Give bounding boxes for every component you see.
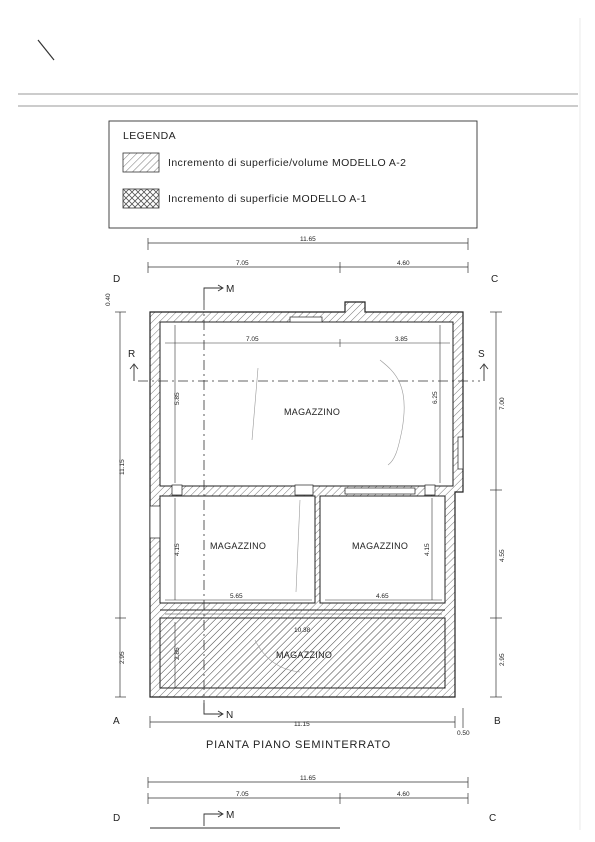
section-arrow-s — [480, 364, 488, 381]
building-outline — [150, 302, 463, 697]
dim-inner-h5: 2.85 — [174, 647, 181, 660]
right-dimensions — [490, 312, 502, 697]
dim-bottom-total: 11.15 — [294, 721, 310, 728]
corner-d-2: D — [113, 813, 121, 824]
dim-right-middle: 4.55 — [499, 549, 506, 562]
dim-left-total: 11.15 — [119, 459, 126, 475]
dim-right-upper: 7.00 — [499, 397, 506, 410]
corner-a: A — [113, 716, 120, 727]
room-label-middle-right: MAGAZZINO — [352, 541, 409, 551]
dim-bottom2-left: 7.05 — [236, 791, 249, 798]
dim-left-lower: 2.95 — [119, 651, 126, 664]
corner-c-2: C — [489, 813, 497, 824]
section-arrow-m — [204, 285, 223, 300]
section-label-n: N — [226, 710, 234, 721]
dim-bottom-small: 0.50 — [457, 730, 470, 737]
dim-inner-h2: 6.25 — [432, 391, 439, 404]
dim-bottom2-total: 11.65 — [300, 775, 316, 782]
room-label-upper: MAGAZZINO — [284, 407, 341, 417]
dim-inner-right: 3.85 — [395, 336, 408, 343]
dim-top-total: 11.65 — [300, 236, 316, 243]
section-arrow-n — [204, 703, 223, 717]
top-dimensions — [148, 238, 468, 273]
legend-swatch-cross — [123, 189, 159, 208]
dim-inner-w2: 4.65 — [376, 593, 389, 600]
dim-inner-w1: 5.65 — [230, 593, 243, 600]
corner-c: C — [491, 274, 499, 285]
section-arrow-r — [130, 364, 138, 381]
pen-mark — [38, 40, 54, 60]
legend-item-a2: Incremento di superficie/volume MODELLO A-2 — [168, 157, 407, 169]
dim-inner-h1: 5.85 — [174, 392, 181, 405]
dim-inner-h3: 4.15 — [174, 543, 181, 556]
legend-item-a1: Incremento di superficie MODELLO A-1 — [168, 193, 367, 205]
room-label-middle-left: MAGAZZINO — [210, 541, 267, 551]
legend-box — [109, 121, 477, 228]
section-label-s: S — [478, 349, 485, 360]
dim-bottom2-right: 4.60 — [397, 791, 410, 798]
corner-b: B — [494, 716, 501, 727]
dim-right-lower: 2.95 — [499, 653, 506, 666]
left-dimensions — [115, 312, 126, 697]
dim-inner-left: 7.05 — [246, 336, 259, 343]
legend-swatch-diagonal — [123, 153, 159, 172]
dim-inner-w3: 10.38 — [294, 627, 311, 634]
plan-title: PIANTA PIANO SEMINTERRATO — [206, 739, 392, 751]
legend-title: LEGENDA — [123, 130, 176, 142]
room-label-lower: MAGAZZINO — [276, 650, 333, 660]
dim-top-left: 7.05 — [236, 260, 249, 267]
corner-d: D — [113, 274, 121, 285]
dim-left-small: 0.40 — [105, 293, 112, 306]
dim-inner-h4: 4.15 — [424, 543, 431, 556]
section-label-m-2: M — [226, 810, 235, 821]
section-label-r: R — [128, 349, 136, 360]
section-arrow-m-2 — [204, 811, 223, 826]
section-label-m: M — [226, 284, 235, 295]
dim-top-right: 4.60 — [397, 260, 410, 267]
